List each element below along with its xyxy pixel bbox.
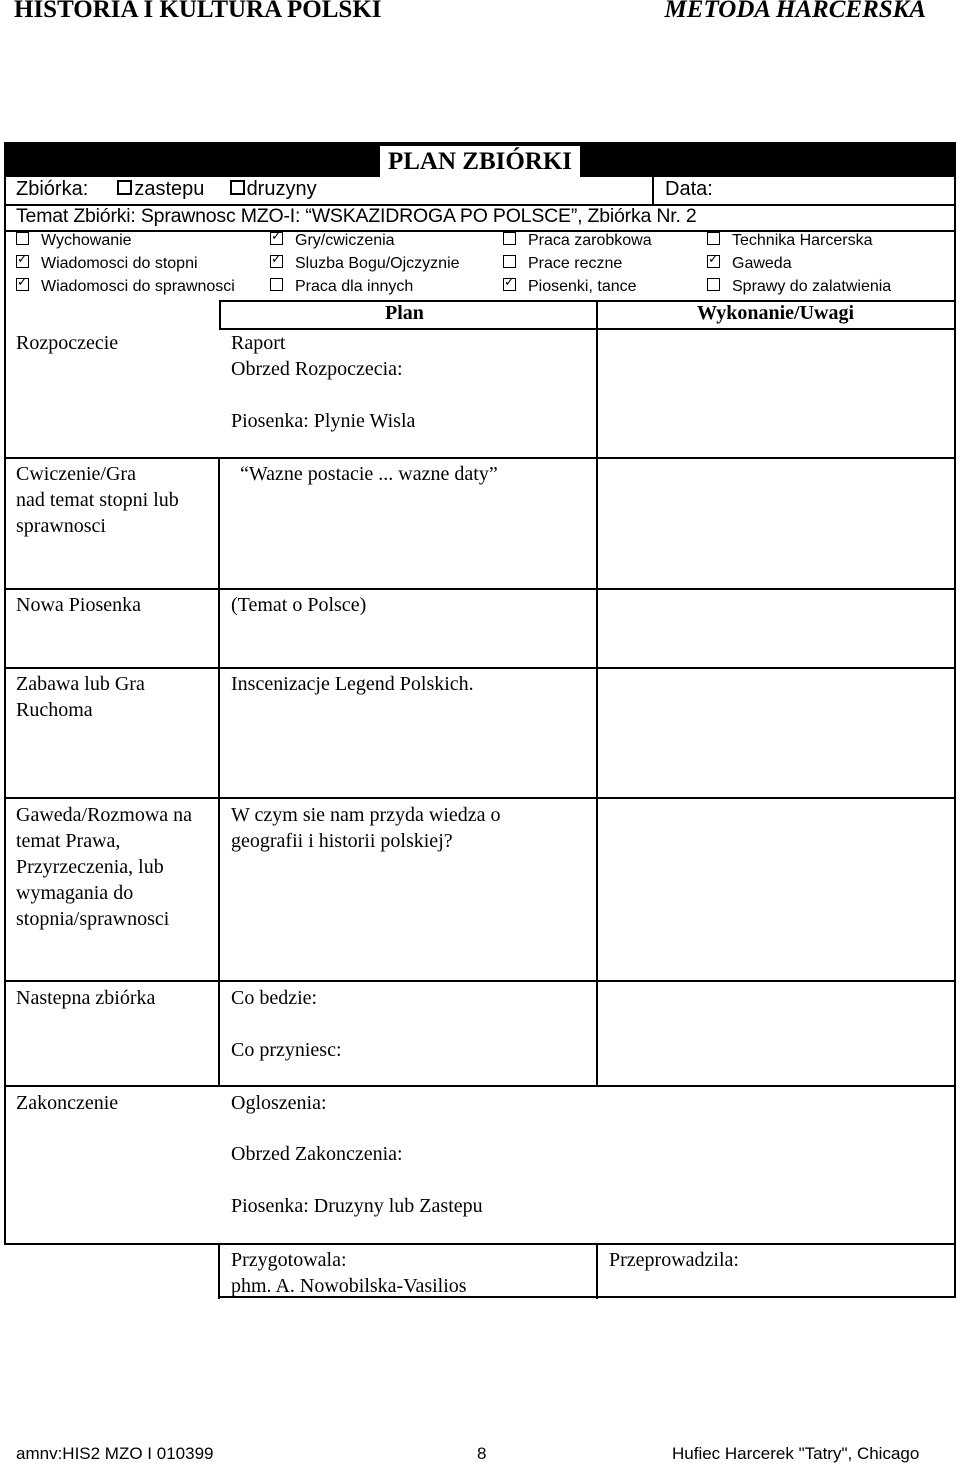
category-label: Praca zarobkowa	[528, 232, 652, 249]
checked-box-icon[interactable]	[270, 232, 283, 245]
druzyny-checkbox[interactable]	[230, 180, 245, 195]
row-exercise-label-2: nad temat stopni lub	[16, 489, 179, 511]
category-label: Wiadomosci do stopni	[41, 255, 198, 272]
category-item	[707, 232, 873, 250]
row-start-label: Rozpoczecie	[16, 332, 119, 354]
druzyny-label: druzyny	[246, 178, 317, 200]
row-next-plan-2: Co przyniesc:	[231, 1039, 342, 1061]
checked-box-icon[interactable]	[270, 255, 283, 268]
category-label: Gaweda	[732, 255, 792, 272]
row-talk-plan-1: W czym sie nam przyda wiedza o	[231, 804, 501, 826]
category-item	[707, 255, 792, 273]
category-item	[503, 232, 652, 250]
page-title: PLAN ZBIÓRKI	[380, 146, 580, 177]
meeting-topic: Temat Zbiórki: Sprawnosc MZO-I: “WSKAZIDROGA PO POLSCE”, Zbiórka Nr. 2	[16, 205, 697, 227]
page-number: 8	[477, 1444, 487, 1463]
row-end-plan-3: Piosenka: Druzyny lub Zastepu	[231, 1195, 483, 1217]
conducted-label: Przeprowadzila:	[609, 1249, 739, 1271]
prepared-label: Przygotowala:	[231, 1249, 347, 1271]
row-game-label-1: Zabawa lub Gra	[16, 673, 145, 695]
category-item	[503, 278, 637, 296]
prepared-name: phm. A. Nowobilska-Vasilios	[231, 1275, 467, 1297]
row-next-plan-1: Co bedzie:	[231, 987, 318, 1009]
checked-box-icon[interactable]	[16, 255, 29, 268]
date-label: Data:	[665, 178, 713, 200]
category-label: Wiadomosci do sprawnosci	[41, 278, 235, 295]
category-item	[270, 278, 413, 296]
row-game-label-2: Ruchoma	[16, 699, 93, 721]
category-label: Prace reczne	[528, 255, 623, 272]
empty-box-icon[interactable]	[707, 278, 720, 291]
category-item	[270, 232, 395, 250]
column-notes: Wykonanie/Uwagi	[697, 302, 855, 324]
header-right: METODA HARCERSKA	[664, 0, 926, 23]
header-left: HISTORIA I KULTURA POLSKI	[14, 0, 382, 23]
category-label: Piosenki, tance	[528, 278, 637, 295]
row-end-plan-2: Obrzed Zakonczenia:	[231, 1143, 403, 1165]
row-game-plan: Inscenizacje Legend Polskich.	[231, 673, 474, 695]
category-item	[16, 255, 198, 273]
category-item	[707, 278, 891, 296]
footer-right: Hufiec Harcerek "Tatry", Chicago	[672, 1444, 920, 1463]
empty-box-icon[interactable]	[503, 255, 516, 268]
row-start-song: Piosenka: Plynie Wisla	[231, 410, 416, 432]
row-exercise-label-1: Cwiczenie/Gra	[16, 463, 136, 485]
checked-box-icon[interactable]	[503, 278, 516, 291]
row-talk-plan-2: geografii i historii polskiej?	[231, 830, 453, 852]
category-item	[16, 232, 132, 250]
column-plan: Plan	[385, 302, 424, 324]
row-newsong-plan: (Temat o Polsce)	[231, 594, 367, 616]
category-item	[16, 278, 235, 296]
row-exercise-plan: “Wazne postacie ... wazne daty”	[240, 463, 498, 485]
meeting-label: Zbiórka:	[16, 178, 89, 200]
empty-box-icon[interactable]	[270, 278, 283, 291]
checked-box-icon[interactable]	[16, 278, 29, 291]
row-talk-label-3: Przyrzeczenia, lub	[16, 856, 164, 878]
category-item	[503, 255, 622, 273]
row-talk-label-1: Gaweda/Rozmowa na	[16, 804, 193, 826]
zastepu-checkbox[interactable]	[117, 180, 132, 195]
row-talk-label-5: stopnia/sprawnosci	[16, 908, 170, 930]
category-item	[270, 255, 460, 273]
row-talk-label-2: temat Prawa,	[16, 830, 121, 852]
checked-box-icon[interactable]	[707, 255, 720, 268]
row-next-label: Nastepna zbiórka	[16, 987, 156, 1009]
row-end-plan-1: Ogloszenia:	[231, 1092, 327, 1114]
footer-left: amnv:HIS2 MZO I 010399	[16, 1444, 214, 1463]
empty-box-icon[interactable]	[16, 232, 29, 245]
row-newsong-label: Nowa Piosenka	[16, 594, 141, 616]
row-start-ceremony: Obrzed Rozpoczecia:	[231, 358, 403, 380]
category-label: Gry/cwiczenia	[295, 232, 395, 249]
category-label: Wychowanie	[41, 232, 132, 249]
empty-box-icon[interactable]	[707, 232, 720, 245]
category-label: Praca dla innych	[295, 278, 414, 295]
zastepu-label: zastepu	[134, 178, 205, 200]
row-end-label: Zakonczenie	[16, 1092, 119, 1114]
row-talk-label-4: wymagania do	[16, 882, 134, 904]
empty-box-icon[interactable]	[503, 232, 516, 245]
category-label: Sluzba Bogu/Ojczyznie	[295, 255, 460, 272]
category-label: Technika Harcerska	[732, 232, 873, 249]
row-exercise-label-3: sprawnosci	[16, 515, 106, 537]
row-start-report: Raport	[231, 332, 286, 354]
category-label: Sprawy do zalatwienia	[732, 278, 892, 295]
